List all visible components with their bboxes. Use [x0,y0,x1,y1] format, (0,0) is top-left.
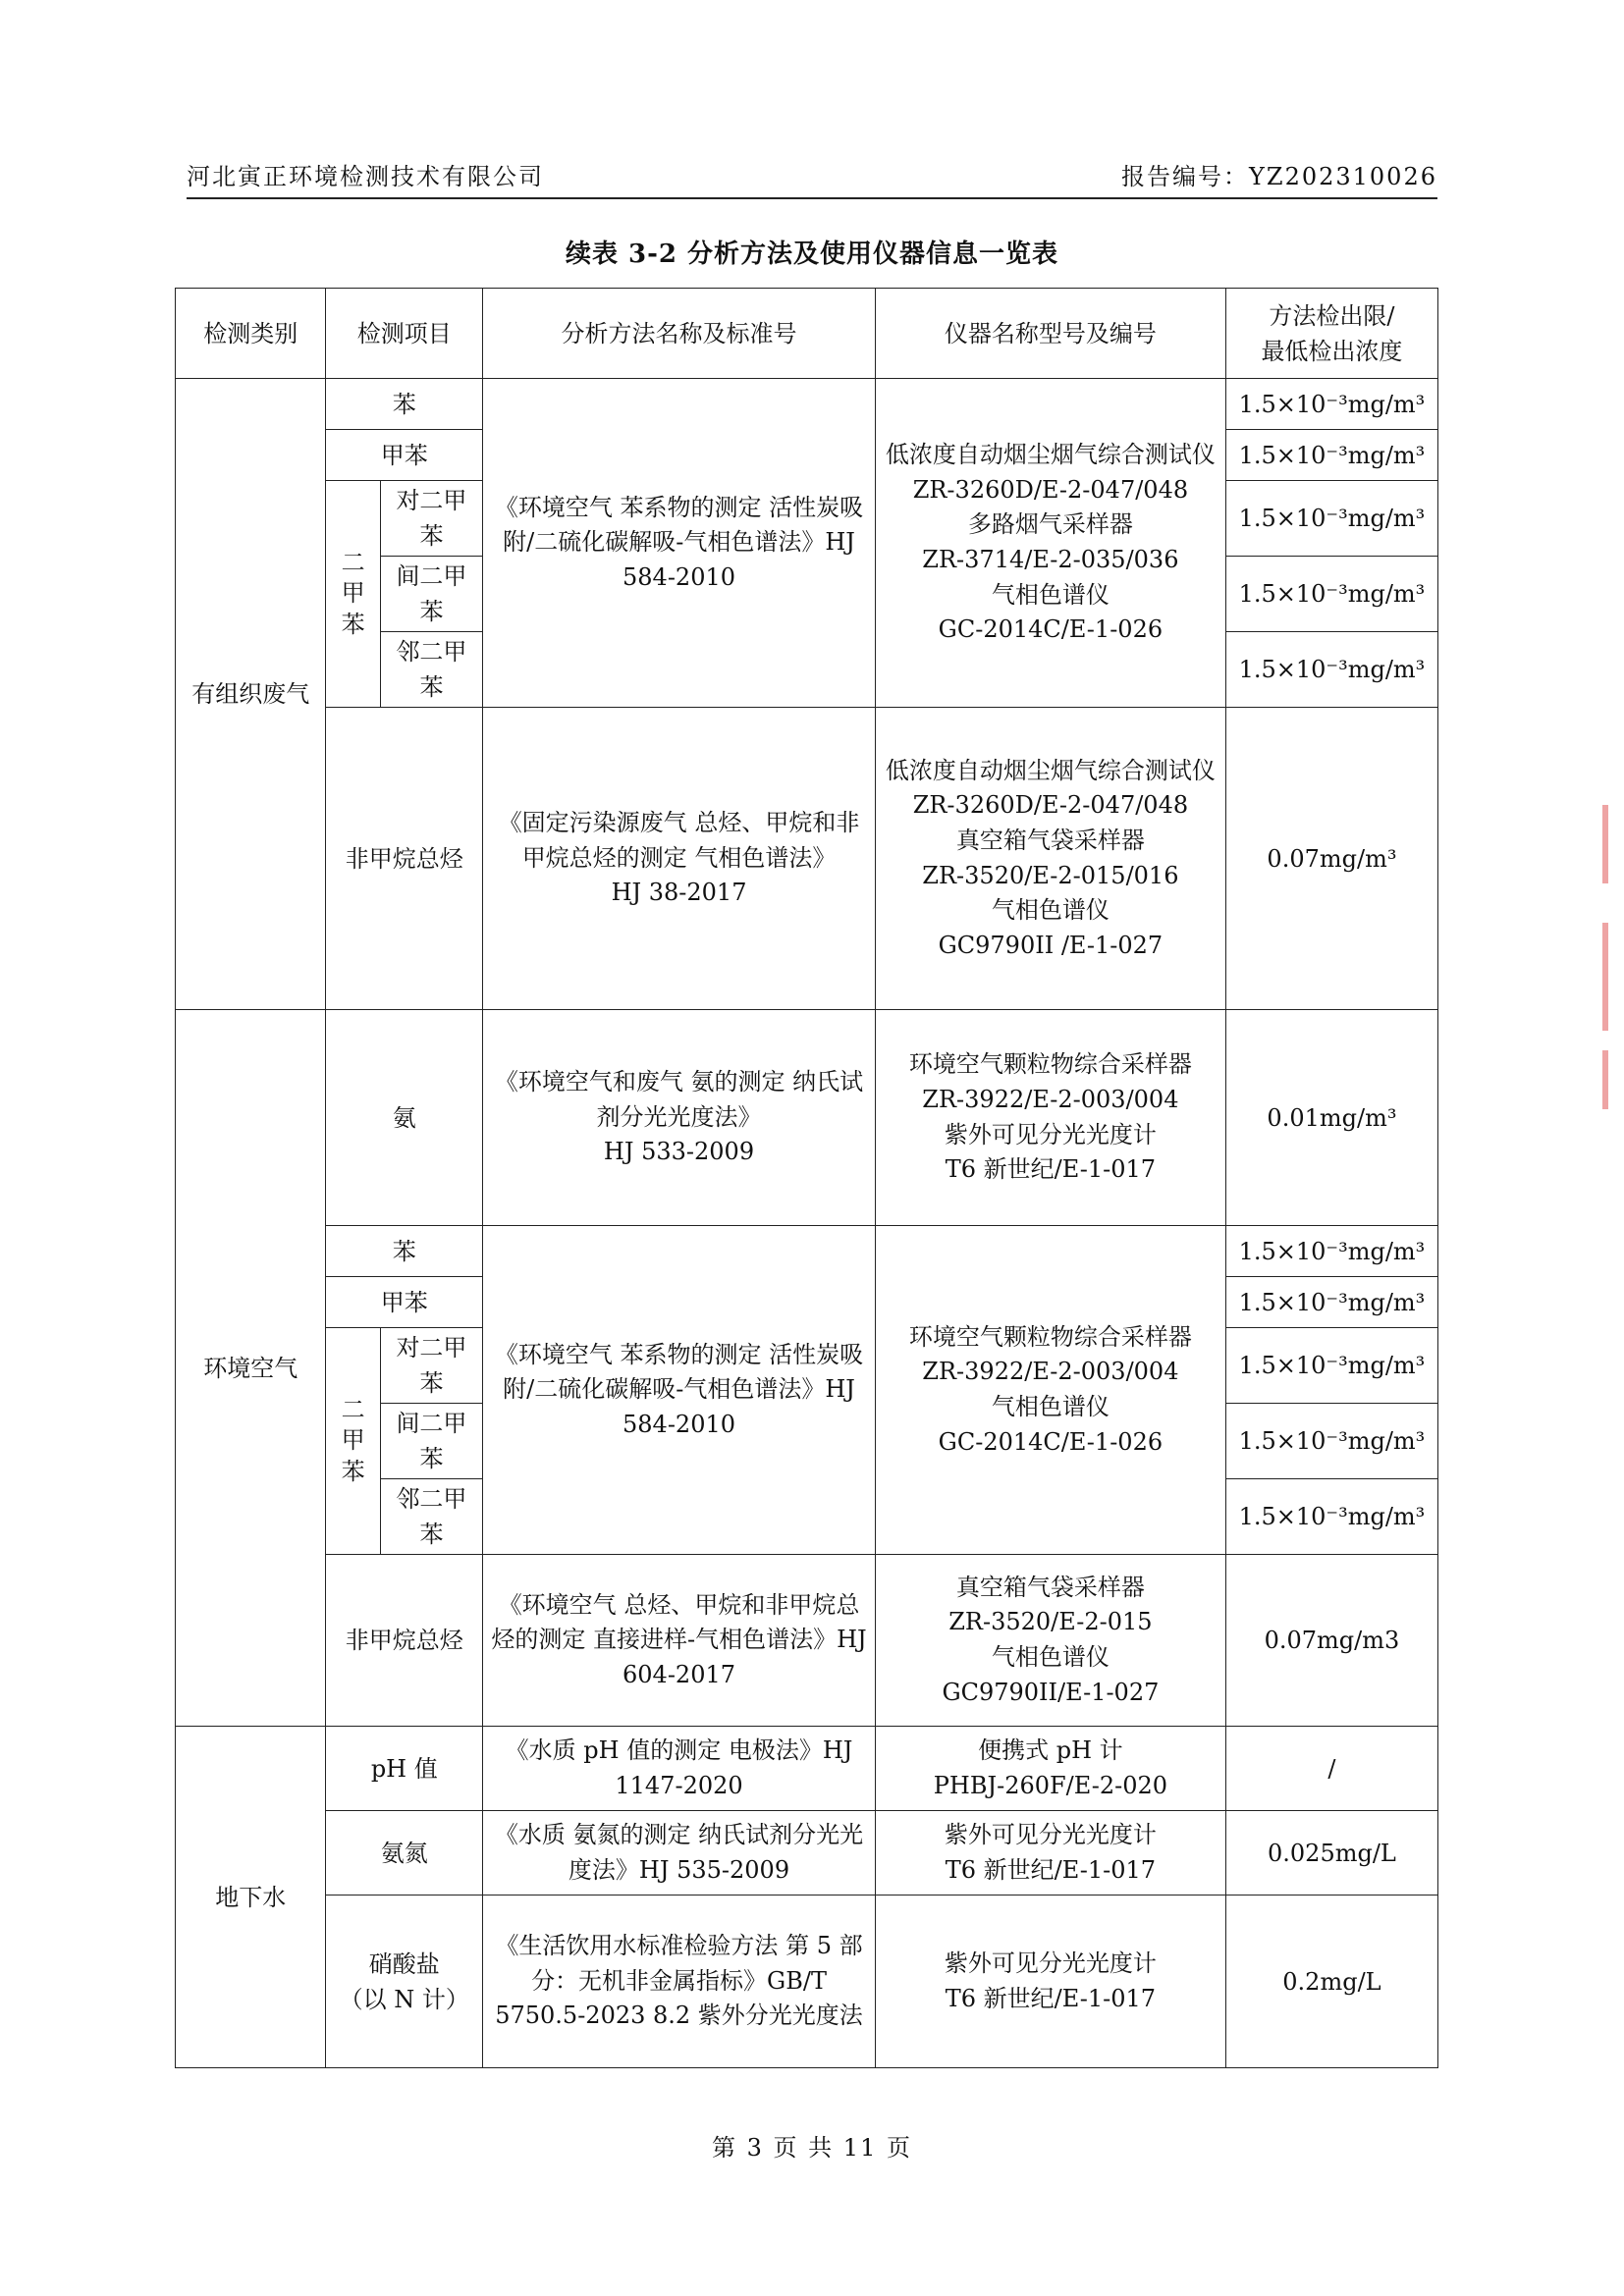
limit-cell: 0.01mg/m³ [1225,1010,1437,1226]
instrument-cell: 真空箱气袋采样器 ZR-3520/E-2-015 气相色谱仪 GC9790II/E-1-027 [875,1555,1225,1727]
table-row [176,1727,1438,1811]
item-ammonia-nitrogen: 氨氮 [326,1811,483,1896]
item-benzene: 苯 [326,379,483,430]
limit-cell: 0.2mg/L [1225,1896,1437,2068]
table-row [176,708,1438,1010]
limit-cell: 1.5×10⁻³mg/m³ [1225,430,1437,481]
category-organized: 有组织废气 [176,379,326,1010]
method-cell: 《环境空气 总烃、甲烷和非甲烷总烃的测定 直接进样-气相色谱法》HJ 604-2017 [483,1555,876,1727]
limit-cell: 1.5×10⁻³mg/m³ [1225,557,1437,632]
instrument-cell: 环境空气颗粒物综合采样器 ZR-3922/E-2-003/004 紫外可见分光光度计 T6 新世纪/E-1-017 [875,1010,1225,1226]
method-cell: 《生活饮用水标准检验方法 第 5 部分：无机非金属指标》GB/T 5750.5-2023 8.2 紫外分光光度法 [483,1896,876,2068]
item-xylene-group: 二甲苯 [326,1328,380,1555]
table-row [176,1811,1438,1896]
limit-cell: 1.5×10⁻³mg/m³ [1225,481,1437,557]
item-m-xylene: 间二甲苯 [380,557,482,632]
item-nmhc: 非甲烷总烃 [326,1555,483,1727]
item-o-xylene: 邻二甲苯 [380,1479,482,1555]
method-cell: 《环境空气 苯系物的测定 活性炭吸附/二硫化碳解吸-气相色谱法》HJ 584-2010 [483,379,876,708]
method-cell: 《固定污染源废气 总烃、甲烷和非甲烷总烃的测定 气相色谱法》 HJ 38-2017 [483,708,876,1010]
col-header-instrument: 仪器名称型号及编号 [875,289,1225,379]
category-groundwater: 地下水 [176,1727,326,2068]
table-row [176,1896,1438,2068]
item-p-xylene: 对二甲苯 [380,481,482,557]
item-nitrate: 硝酸盐 （以 N 计） [326,1896,483,2068]
limit-cell: / [1225,1727,1437,1811]
seal-stamp-edge [1602,923,1608,1031]
item-ph: pH 值 [326,1727,483,1811]
instrument-cell: 紫外可见分光光度计 T6 新世纪/E-1-017 [875,1811,1225,1896]
instrument-cell: 便携式 pH 计 PHBJ-260F/E-2-020 [875,1727,1225,1811]
limit-cell: 1.5×10⁻³mg/m³ [1225,632,1437,708]
category-ambient: 环境空气 [176,1010,326,1727]
item-toluene: 甲苯 [326,430,483,481]
instrument-cell: 紫外可见分光光度计 T6 新世纪/E-1-017 [875,1896,1225,2068]
page-header [187,147,1437,199]
limit-cell: 1.5×10⁻³mg/m³ [1225,1328,1437,1404]
item-o-xylene: 邻二甲苯 [380,632,482,708]
method-cell: 《水质 氨氮的测定 纳氏试剂分光光度法》HJ 535-2009 [483,1811,876,1896]
limit-cell: 0.07mg/m3 [1225,1555,1437,1727]
table-row [176,1555,1438,1727]
limit-cell: 1.5×10⁻³mg/m³ [1225,379,1437,430]
limit-cell: 1.5×10⁻³mg/m³ [1225,1277,1437,1328]
col-header-method: 分析方法名称及标准号 [483,289,876,379]
limit-cell: 0.025mg/L [1225,1811,1437,1896]
company-name: 河北寅正环境检测技术有限公司 [187,163,544,190]
table-row [176,1010,1438,1226]
methods-table [175,288,1438,2068]
limit-cell: 0.07mg/m³ [1225,708,1437,1010]
table-header-row [176,289,1438,379]
method-cell: 《水质 pH 值的测定 电极法》HJ 1147-2020 [483,1727,876,1811]
method-cell: 《环境空气 苯系物的测定 活性炭吸附/二硫化碳解吸-气相色谱法》HJ 584-2010 [483,1226,876,1555]
table-caption: 续表 3-2 分析方法及使用仪器信息一览表 [565,240,1059,269]
item-m-xylene: 间二甲苯 [380,1404,482,1479]
seal-stamp-edge [1602,805,1608,883]
limit-cell: 1.5×10⁻³mg/m³ [1225,1479,1437,1555]
table-row [176,379,1438,430]
instrument-cell: 环境空气颗粒物综合采样器 ZR-3922/E-2-003/004 气相色谱仪 GC-2014C/E-1-026 [875,1226,1225,1555]
instrument-cell: 低浓度自动烟尘烟气综合测试仪 ZR-3260D/E-2-047/048 多路烟气采样器 ZR-3714/E-2-035/036 气相色谱仪 GC-2014C/E-1-026 [875,379,1225,708]
item-nmhc: 非甲烷总烃 [326,708,483,1010]
item-benzene: 苯 [326,1226,483,1277]
table-row [176,1226,1438,1277]
item-ammonia: 氨 [326,1010,483,1226]
instrument-cell: 低浓度自动烟尘烟气综合测试仪 ZR-3260D/E-2-047/048 真空箱气袋采样器 ZR-3520/E-2-015/016 气相色谱仪 GC9790II /E-1-027 [875,708,1225,1010]
page-number: 第 3 页 共 11 页 [712,2134,912,2162]
col-header-category: 检测类别 [176,289,326,379]
method-cell: 《环境空气和废气 氨的测定 纳氏试剂分光光度法》 HJ 533-2009 [483,1010,876,1226]
report-number: 报告编号：YZ202310026 [1121,163,1437,190]
col-header-limit: 方法检出限/ 最低检出浓度 [1225,289,1437,379]
col-header-item: 检测项目 [326,289,483,379]
limit-cell: 1.5×10⁻³mg/m³ [1225,1404,1437,1479]
item-xylene-group: 二甲苯 [326,481,380,708]
seal-stamp-edge [1602,1050,1608,1109]
item-toluene: 甲苯 [326,1277,483,1328]
limit-cell: 1.5×10⁻³mg/m³ [1225,1226,1437,1277]
item-p-xylene: 对二甲苯 [380,1328,482,1404]
